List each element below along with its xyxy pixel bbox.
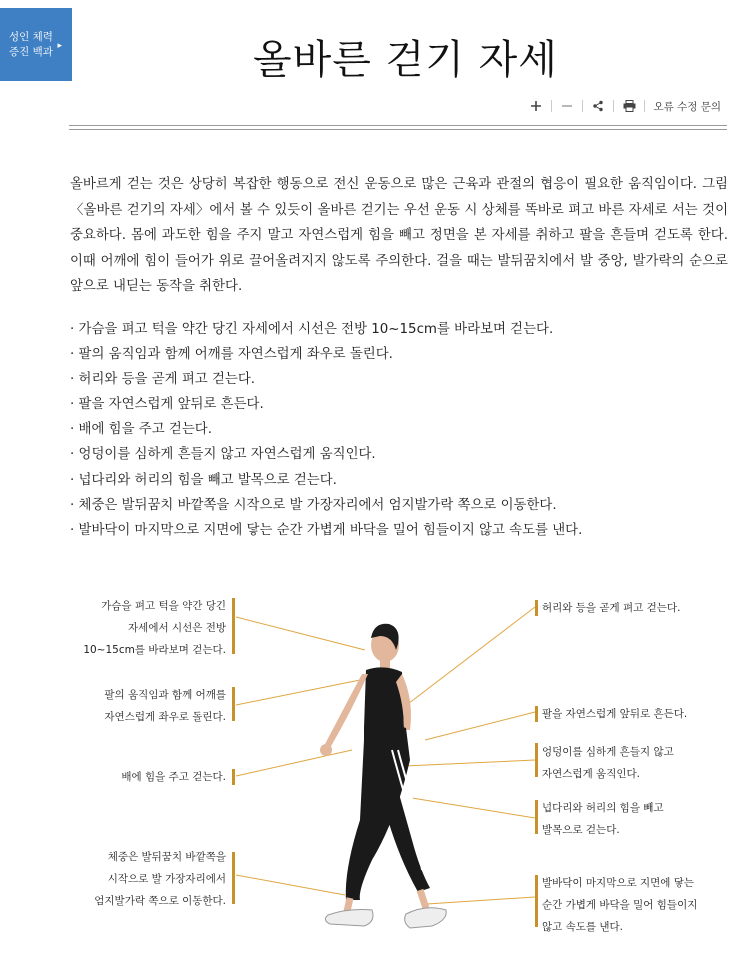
list-item: · 팔의 움직임과 함께 어깨를 자연스럽게 좌우로 돌린다. (70, 347, 393, 363)
list-item: · 팔을 자연스럽게 앞뒤로 흔든다. (70, 397, 264, 413)
callout-line: 가슴을 펴고 턱을 약간 당긴 (101, 600, 226, 612)
callout-arm-swing (542, 703, 687, 725)
page-title: 올바른 걷기 자세 (253, 37, 558, 83)
callout-line: 발목으로 걷는다. (542, 824, 620, 836)
callout-line: 팔을 자연스럽게 앞뒤로 흔든다. (542, 708, 688, 720)
callout-weight-shift (94, 846, 226, 912)
callout-push-off (542, 872, 697, 938)
toolbar-divider (551, 100, 552, 112)
callout-line: 발바닥이 마지막으로 지면에 닿는 (542, 877, 695, 889)
article-toolbar (527, 96, 721, 116)
callout-hips (542, 741, 674, 785)
callout-line: 않고 속도를 낸다. (542, 921, 624, 933)
category-badge[interactable] (0, 8, 72, 81)
callout-back-straight (542, 597, 680, 619)
callout-line: 10~15cm를 바라보며 걷는다. (83, 644, 226, 656)
chevron-right-icon: ▸ (57, 41, 62, 51)
share-icon (592, 100, 604, 112)
callout-line: 체중은 발뒤꿈치 바깥쪽을 (107, 851, 226, 863)
callout-line: 엉덩이를 심하게 흔들지 않고 (542, 746, 674, 758)
list-item: · 발바닥이 마지막으로 지면에 닿는 순간 가볍게 바닥을 밀어 힘들이지 않고 속도를 낸다. (70, 522, 583, 538)
list-item: · 넙다리와 허리의 힘을 빼고 발목으로 걷는다. (70, 472, 337, 488)
callout-line: 넙다리와 허리의 힘을 빼고 (542, 802, 664, 814)
list-item: · 체중은 발뒤꿈치 바깥쪽을 시작으로 발 가장자리에서 엄지발가락 쪽으로 이동한다. (70, 497, 557, 513)
toolbar-divider (613, 100, 614, 112)
callout-line: 자연스럽게 움직인다. (542, 768, 640, 780)
list-item: · 배에 힘을 주고 걷는다. (70, 422, 212, 438)
badge-line-1: 성인 체력 (9, 30, 53, 43)
share-button[interactable] (589, 97, 607, 115)
intro-paragraph: 올바르게 걷는 것은 상당히 복잡한 행동으로 전신 운동으로 많은 근육과 관절의 협응이 필요한 움직임이다. 그림 〈올바른 걷기의 자세〉에서 볼 수 있듯이 올바른 걷기는 우선 운동 시 상체를 똑바로 펴고 바른 자세로 서는 것이 중요하다. 몸에 과도한 힘을 주지 말고 자연스럽게 힘을 빼고 정면을 본 자세를 취하고 팔을 흔들며 걷도록 한다. 이때 어깨에 힘이 들어가 위로 끌어올려지지 않도록 주의한다. 걸을 때는 발뒤꿈치에서 발 중앙, 발가락의 순으로 앞으로 내딛는 동작을 취한다. (70, 177, 728, 295)
callout-line: 자세에서 시선은 전방 (128, 622, 226, 634)
tips-list (70, 317, 730, 543)
callout-chest-posture (83, 595, 226, 661)
callout-line: 팔의 움직임과 함께 어깨를 (104, 689, 226, 701)
callout-thigh-ankle (542, 797, 664, 841)
report-error-link[interactable]: 오류 수정 문의 (653, 100, 721, 113)
walking-woman-image (320, 624, 446, 928)
list-item: · 허리와 등을 곧게 펴고 걷는다. (70, 372, 256, 388)
callout-line: 엄지발가락 쪽으로 이동한다. (94, 895, 226, 907)
callout-line: 배에 힘을 주고 걷는다. (121, 771, 226, 783)
list-item: · 엉덩이를 심하게 흔들지 않고 자연스럽게 움직인다. (70, 447, 376, 463)
header-divider (69, 125, 727, 130)
callout-line: 순간 가볍게 바닥을 밀어 힘들이지 (542, 899, 698, 911)
zoom-in-button[interactable] (527, 97, 545, 115)
print-button[interactable] (620, 97, 638, 115)
badge-line-2: 증진 백과 (9, 45, 53, 58)
list-item: · 가슴을 펴고 턱을 약간 당긴 자세에서 시선은 전방 10~15cm를 바라보며 걷는다. (70, 322, 554, 337)
callout-abdomen (121, 766, 226, 788)
toolbar-divider (644, 100, 645, 112)
minus-icon (561, 100, 573, 112)
walking-posture-figure (0, 570, 731, 945)
plus-icon (530, 100, 542, 112)
callout-arm-shoulder (104, 684, 226, 728)
toolbar-divider (582, 100, 583, 112)
print-icon (623, 100, 636, 112)
callout-line: 시작으로 발 가장자리에서 (107, 873, 226, 885)
callout-line: 허리와 등을 곧게 펴고 걷는다. (542, 602, 681, 614)
zoom-out-button[interactable] (558, 97, 576, 115)
callout-line: 자연스럽게 좌우로 돌린다. (104, 711, 226, 723)
